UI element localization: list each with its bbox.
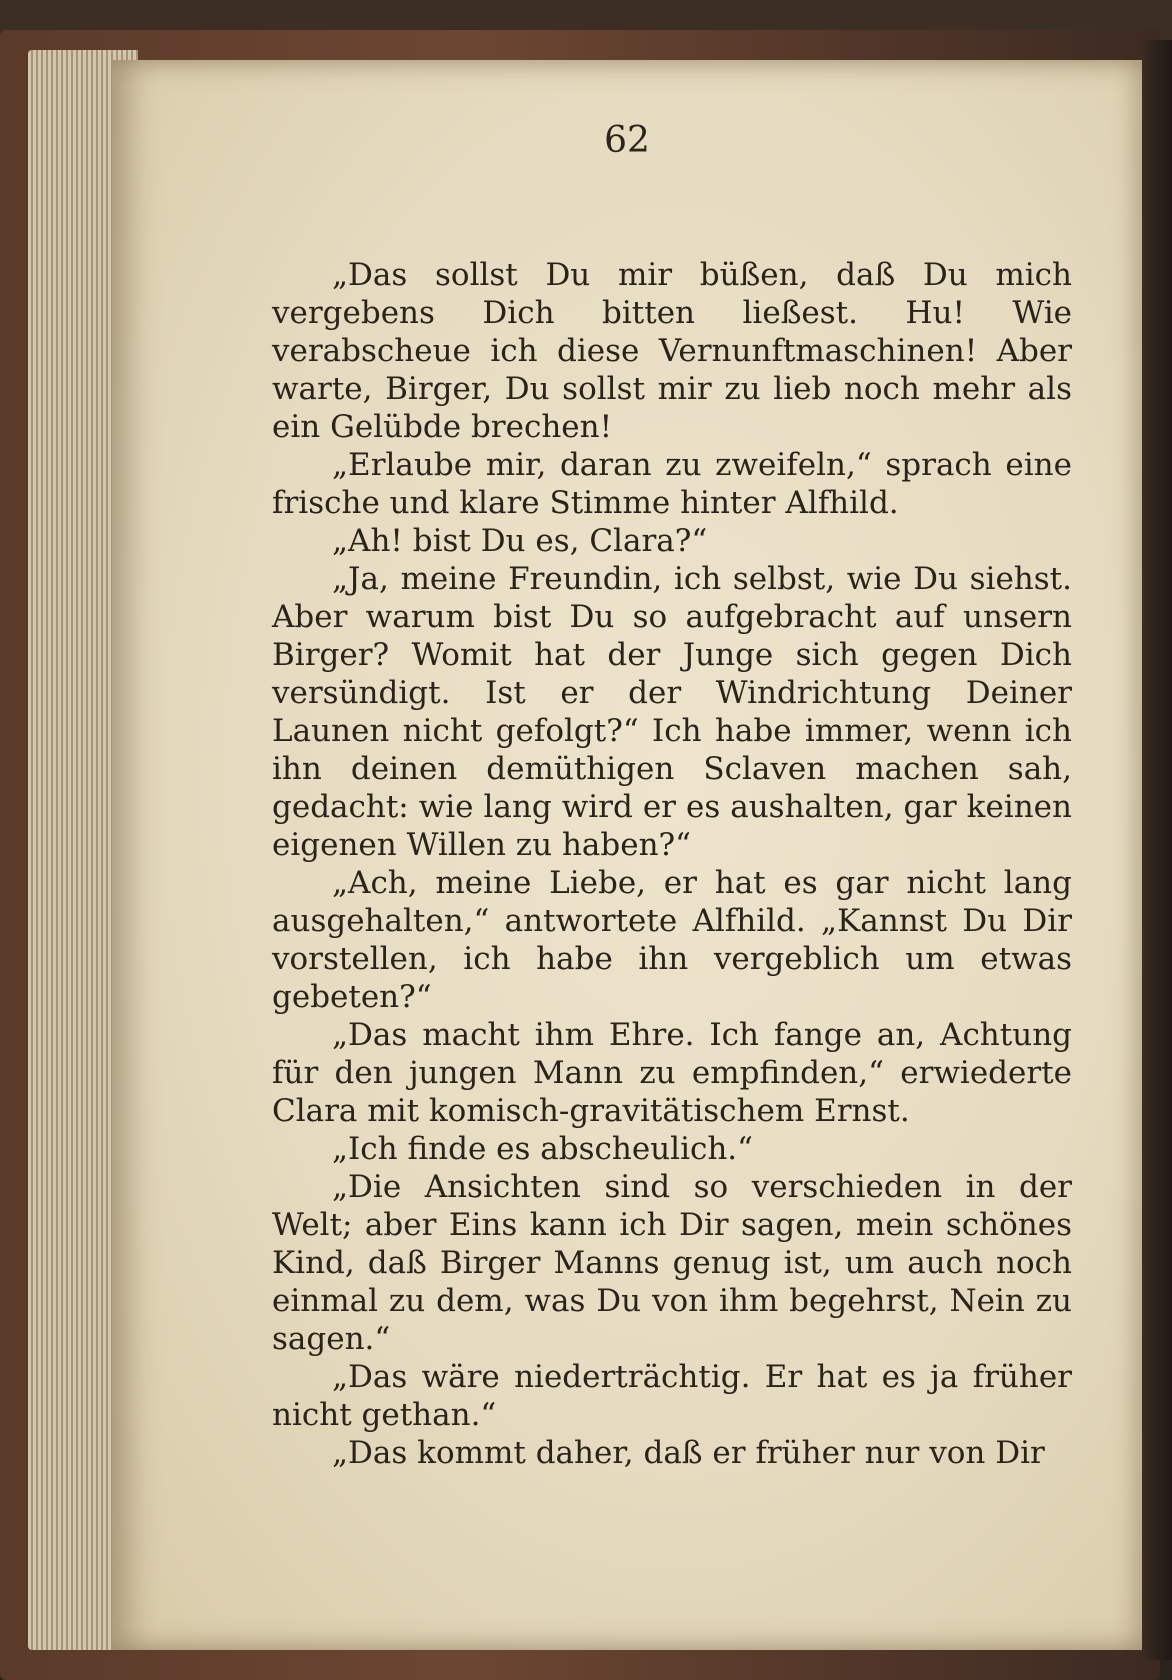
paragraph: „Ah! bist Du es, Clara?“ (332, 523, 708, 559)
paragraph: „Das sollst Du mir büßen, daß Du mich vergebens Dich bitten ließest. Hu! Wie verabscheue ich diese Vernunftmaschinen! Aber warte, Birger, Du sollst mir zu lieb noch mehr als ein Gelübde brechen! (272, 257, 1072, 445)
book-page (112, 60, 1142, 1650)
paragraph: „Das wäre niederträchtig. Er hat es ja früher nicht gethan.“ (272, 1359, 1072, 1433)
body-text (272, 138, 1072, 1472)
paragraph: „Das macht ihm Ehre. Ich fange an, Achtung für den jungen Mann zu empfinden,“ erwiederte Clara mit komisch-gravitätischem Ernst. (272, 1017, 1072, 1129)
paragraph: „Erlaube mir, daran zu zweifeln,“ sprach eine frische und klare Stimme hinter Alfhild. (272, 447, 1072, 521)
paragraph: „Ich finde es abscheulich.“ (332, 1131, 754, 1167)
paragraph: „Ach, meine Liebe, er hat es gar nicht lang ausgehalten,“ antwortete Alfhild. „Kannst Du Dir vorstellen, ich habe ihn vergeblich um etwas gebeten?“ (272, 865, 1072, 1015)
page-number: 62 (604, 120, 650, 161)
paragraph: „Das kommt daher, daß er früher nur von Dir (332, 1435, 1045, 1471)
paragraph: „Die Ansichten sind so verschieden in der Welt; aber Eins kann ich Dir sagen, mein schönes Kind, daß Birger Manns genug ist, um auch noch einmal zu dem, was Du von ihm begehrst, Nein zu sagen.“ (272, 1169, 1072, 1357)
paragraph: „Ja, meine Freundin, ich selbst, wie Du siehst. Aber warum bist Du so aufgebracht auf unsern Birger? Womit hat der Junge sich gegen Dich versündigt. Ist er der Windrichtung Deiner Launen nicht gefolgt?“ Ich habe immer, wenn ich ihn deinen demüthigen Sclaven machen sah, gedacht: wie lang wird er es aushalten, gar keinen eigenen Willen zu haben?“ (272, 561, 1072, 863)
gutter-shadow (1142, 40, 1172, 1660)
